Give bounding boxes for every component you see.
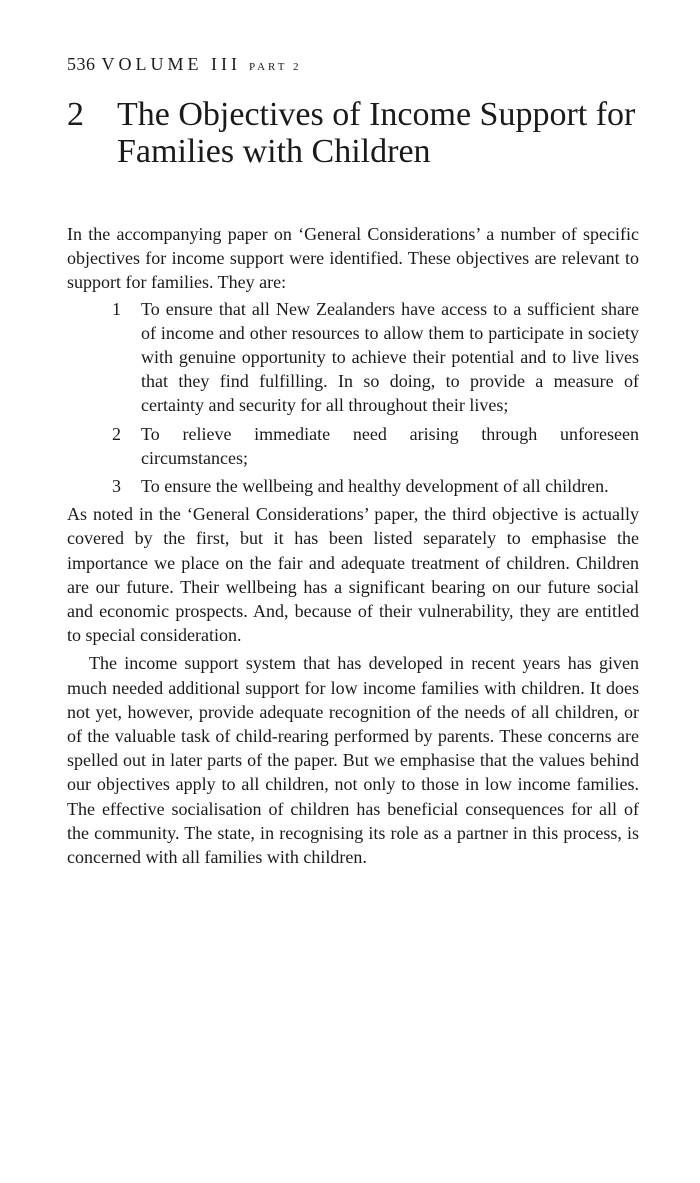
objective-item <box>67 474 639 498</box>
objective-item <box>67 297 639 418</box>
chapter-title: The Objectives of Income Support for Families with Children <box>117 96 636 170</box>
objective-number: 3 <box>112 476 121 497</box>
volume-label: VOLUME III <box>101 54 241 74</box>
running-header <box>67 52 639 76</box>
part-label: PART 2 <box>248 61 302 73</box>
objective-item <box>67 422 639 470</box>
intro-paragraph: In the accompanying paper on ‘General Considerations’ a number of specific objectives for income support were identified. These objectives are relevant to support for families. They are: <box>67 224 639 293</box>
objective-number: 1 <box>112 298 121 319</box>
chapter-heading <box>67 96 639 170</box>
page-number: 536 <box>67 54 96 74</box>
body-paragraph: The income support system that has developed in recent years has given much needed additional support for low income families with children. It does not yet, however, provide adequate recognition of the needs of all children, or of the valuable task of child-rearing performed by parents. These concerns are spelled out in later parts of the paper. But we emphasise that the values behind our objectives apply to all children, not only to those in low income families. The effective socialisation of children has beneficial consequences for all of the community. The state, in recognising its role as a partner in this process, is concerned with all families with children. <box>67 653 639 868</box>
objective-text: To ensure the wellbeing and healthy development of all children. <box>141 476 609 497</box>
document-page <box>67 52 639 869</box>
objectives-list <box>67 297 639 499</box>
objective-number: 2 <box>112 423 121 444</box>
objective-text: To ensure that all New Zealanders have access to a sufficient share of income and other resources to allow them to participate in society with genuine opportunity to achieve their potential and to live lives that they find fulfilling. In so doing, to provide a measure of certainty and security for all throughout their lives; <box>141 298 639 416</box>
body-text <box>67 222 639 869</box>
body-paragraph: As noted in the ‘General Considerations’ paper, the third objective is actually covered by the first, but it has been listed separately to emphasise the importance we place on the fair and adequate treatment of children. Children are our future. Their wellbeing has a significant bearing on our future social and economic prospects. And, because of their vulnerability, they are entitled to special consideration. <box>67 504 639 646</box>
chapter-number: 2 <box>67 96 84 133</box>
objective-text: To relieve immediate need arising through unforeseen circumstances; <box>141 423 639 468</box>
